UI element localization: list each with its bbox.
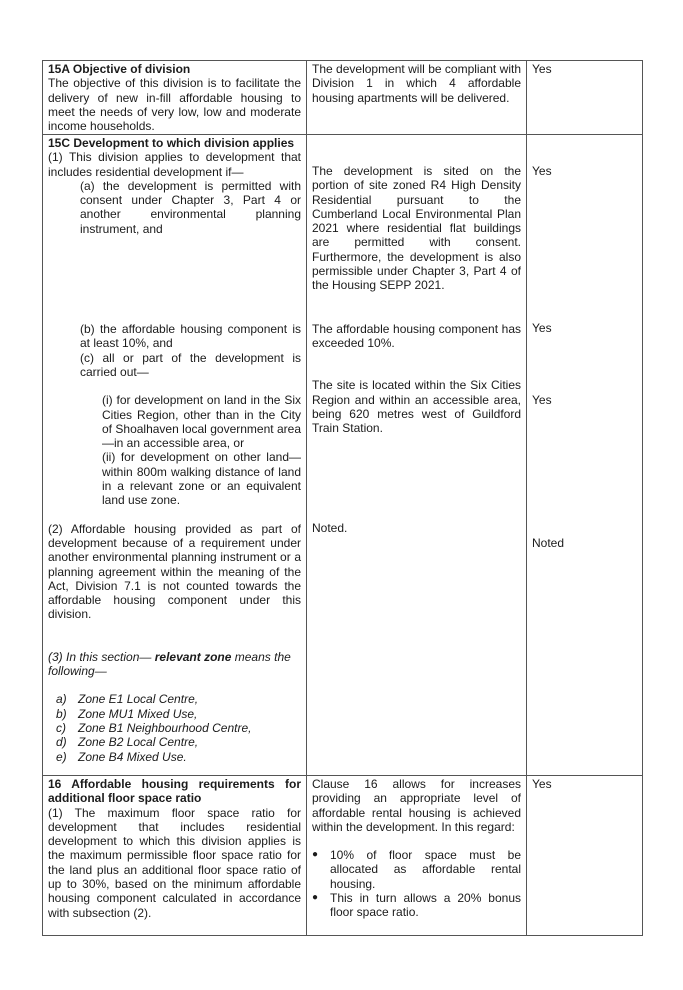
list-text: Zone B4 Mixed Use. bbox=[78, 749, 187, 764]
complies-i: Yes bbox=[532, 392, 552, 407]
complies-b: Yes bbox=[532, 321, 552, 336]
subclause-3-pre: (3) In this section— bbox=[48, 649, 155, 664]
list-item bbox=[56, 692, 301, 706]
list-text: This in turn allows a 20% bonus floor space ratio. bbox=[330, 891, 521, 920]
list-marker: c) bbox=[56, 720, 66, 735]
comment-i: The site is located within the Six Cities Region and within an accessible area, being 620 metres west of Guildford Train Station. bbox=[312, 378, 521, 436]
clause-cell bbox=[43, 61, 307, 135]
comment-cell: The development will be compliant with Division 1 in which 4 affordable housing apartments will be delivered. bbox=[307, 61, 527, 135]
compliance-table bbox=[42, 60, 643, 936]
subclause-ii: (ii) for development on other land—within 800m walking distance of land in a relevant zone or an equivalent land use zone. bbox=[102, 450, 301, 508]
clause-heading: 15A Objective of division bbox=[48, 62, 191, 76]
table-row-16 bbox=[43, 776, 643, 936]
table-row-15c bbox=[43, 135, 643, 776]
clause-cell bbox=[43, 776, 307, 936]
subclause-b: (b) the affordable housing component is at least 10%, and bbox=[80, 322, 301, 351]
list-marker: b) bbox=[56, 706, 67, 721]
complies-cell: Yes bbox=[527, 61, 643, 135]
clause-text: The objective of this division is to facilitate the delivery of new in-fill affordable housing to meet the needs of very low, low and moderate income households. bbox=[48, 76, 301, 134]
list-text: Zone MU1 Mixed Use, bbox=[78, 706, 198, 721]
comment-a: The development is sited on the portion of site zoned R4 High Density Residential pursuant to the Cumberland Local Environmental Plan 2021 where residential flat buildings are permitted with consent. Furthermore, the development is also permissible under Chapter 3, Part 4 of the Housing SEPP 2021. bbox=[312, 164, 521, 293]
list-text: Zone B1 Neighbourhood Centre, bbox=[78, 720, 252, 735]
complies-2: Noted bbox=[532, 535, 565, 550]
list-marker: d) bbox=[56, 735, 67, 750]
subclause-a: (a) the development is permitted with consent under Chapter 3, Part 4 or another environmental planning instrument, and bbox=[80, 178, 301, 236]
subclause-3-post: means the following— bbox=[48, 649, 291, 679]
clause-heading: 16 Affordable housing requirements for additional floor space ratio bbox=[48, 777, 301, 806]
list-marker: e) bbox=[56, 749, 67, 764]
subclause-3 bbox=[48, 650, 301, 679]
list-marker: a) bbox=[56, 692, 67, 707]
list-item bbox=[56, 735, 301, 749]
comment-2: Noted. bbox=[312, 521, 348, 536]
subclause-2: (2) Affordable housing provided as part of development because of a requirement under another environmental planning instrument or a planning agreement within the meaning of the Act, Division 7.1 is not counted towards the affordable housing component under this division. bbox=[48, 521, 301, 622]
table-row-15a bbox=[43, 61, 643, 135]
zone-list bbox=[48, 692, 301, 763]
comment-cell bbox=[307, 135, 527, 776]
list-text: Zone E1 Local Centre, bbox=[78, 692, 199, 707]
subclause-i: (i) for development on land in the Six Cities Region, other than in the City of Shoalhaven local government area—in an accessible area, or bbox=[102, 393, 301, 451]
comment-cell bbox=[307, 776, 527, 936]
list-item bbox=[312, 848, 521, 891]
subclause-c: (c) all or part of the development is carried out— bbox=[80, 350, 301, 379]
list-text: 10% of floor space must be allocated as affordable rental housing. bbox=[330, 848, 521, 891]
comment-text: Clause 16 allows for increases providing an appropriate level of affordable rental housing is achieved within the development. In this regard: bbox=[312, 777, 521, 834]
comment-bullets bbox=[312, 848, 521, 919]
list-item bbox=[312, 891, 521, 920]
list-item bbox=[56, 750, 301, 764]
subclause-3-term: relevant zone bbox=[154, 649, 232, 664]
clause-cell bbox=[43, 135, 307, 776]
clause-text: (1) The maximum floor space ratio for development that includes residential development to which this division applies is the maximum permissible floor space ratio for the land plus an additional floor space ratio of up to 30%, based on the minimum affordable housing component calculated in accordance with subsection (2). bbox=[48, 805, 301, 920]
list-item bbox=[56, 707, 301, 721]
bullet-icon: ● bbox=[312, 892, 319, 904]
bullet-icon: ● bbox=[312, 849, 319, 861]
list-text: Zone B2 Local Centre, bbox=[78, 735, 199, 750]
comment-b: The affordable housing component has exceeded 10%. bbox=[312, 321, 521, 350]
clause-text: (1) This division applies to development that includes residential development if— bbox=[48, 150, 301, 179]
complies-cell: Yes bbox=[527, 776, 643, 936]
clause-heading: 15C Development to which division applies bbox=[48, 136, 295, 150]
complies-cell bbox=[527, 135, 643, 776]
complies-a: Yes bbox=[532, 164, 552, 178]
list-item bbox=[56, 721, 301, 735]
